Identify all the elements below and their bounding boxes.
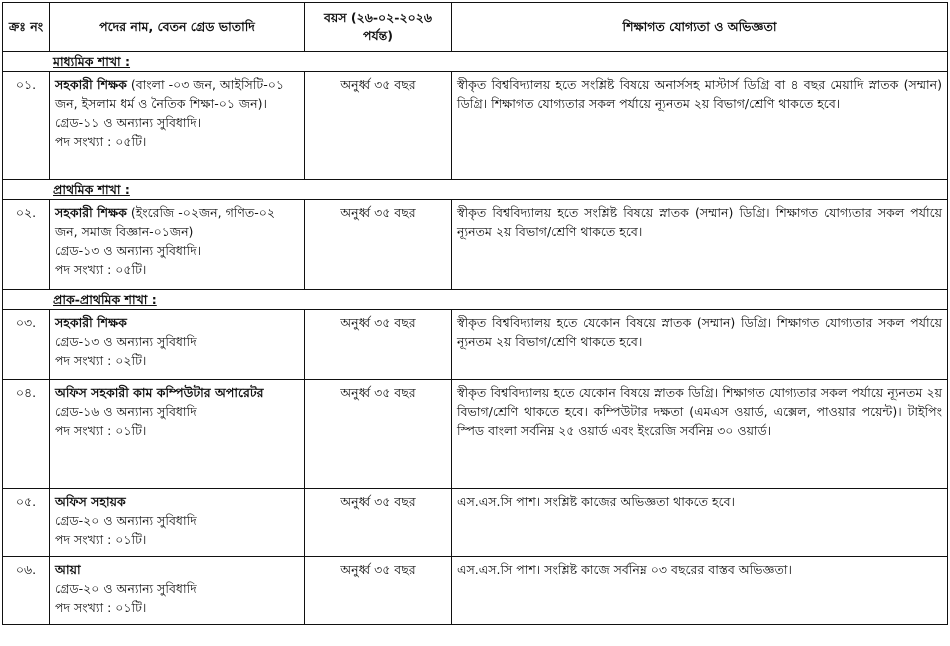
post-count: পদ সংখ্যা : ০১টি। bbox=[55, 532, 147, 547]
qualification-header: শিক্ষাগত যোগ্যতা ও অভিজ্ঞতা bbox=[452, 3, 948, 52]
table-row bbox=[3, 200, 948, 290]
post-title-line bbox=[55, 75, 299, 113]
age-cell: অনুর্ধ্ব ৩৫ বছর bbox=[305, 200, 452, 290]
serial-cell: ০২. bbox=[3, 200, 50, 290]
post-cell bbox=[50, 557, 305, 625]
post-count: পদ সংখ্যা : ০২টি। bbox=[55, 353, 147, 368]
post-grade: গ্রেড-১৩ ও অন্যান্য সুবিধাদি bbox=[55, 334, 197, 349]
post-grade: গ্রেড-১৩ ও অন্যান্য সুবিধাদি। bbox=[55, 243, 202, 258]
post-title: আয়া bbox=[55, 562, 81, 577]
post-title-detail: (ইংরেজি -০২জন, গণিত-০২ জন, সমাজ বিজ্ঞান-০১জন) bbox=[55, 205, 276, 239]
section-row bbox=[3, 180, 948, 200]
qualification-cell: স্বীকৃত বিশ্ববিদ্যালয় হতে সংশ্লিষ্ট বিষয়ে অনার্সসহ মাস্টার্স ডিগ্রি বা ৪ বছর মেয়াদি স্নাতক (সম্মান) ডিগ্রি। শিক্ষাগত যোগ্যতার সকল পর্যায়ে ন্যূনতম ২য় বিভাগ/শ্রেণি থাকতে হবে। bbox=[452, 72, 948, 180]
qualification-cell: এস.এস.সি পাশ। সংশ্লিষ্ট কাজের অভিজ্ঞতা থাকতে হবে। bbox=[452, 489, 948, 557]
post-count: পদ সংখ্যা : ০৫টি। bbox=[55, 262, 147, 277]
post-title-line bbox=[55, 203, 299, 241]
table-row bbox=[3, 72, 948, 180]
section-row bbox=[3, 290, 948, 310]
post-title-detail: (বাংলা -০৩ জন, আইসিটি-০১ জন, ইসলাম ধর্ম ও নৈতিক শিক্ষা-০১ জন)। bbox=[55, 77, 284, 111]
post-title: সহকারী শিক্ষক bbox=[55, 77, 127, 92]
age-cell: অনুর্ধ্ব ৩৫ বছর bbox=[305, 489, 452, 557]
serial-cell: ০৩. bbox=[3, 310, 50, 380]
serial-cell: ০৬. bbox=[3, 557, 50, 625]
post-cell bbox=[50, 310, 305, 380]
post-grade: গ্রেড-১৬ ও অন্যান্য সুবিধাদি bbox=[55, 404, 197, 419]
section-row bbox=[3, 52, 948, 72]
qualification-cell: এস.এস.সি পাশ। সংশ্লিষ্ট কাজে সর্বনিম্ন ০৩ বছরের বাস্তব অভিজ্ঞতা। bbox=[452, 557, 948, 625]
post-cell bbox=[50, 489, 305, 557]
table-row bbox=[3, 557, 948, 625]
qualification-cell: স্বীকৃত বিশ্ববিদ্যালয় হতে যেকোন বিষয়ে স্নাতক ডিগ্রি। শিক্ষাগত যোগ্যতার সকল পর্যায়ে ন্যূনতম ২য় বিভাগ/শ্রেণি থাকতে হবে। কম্পিউটার দক্ষতা (এমএস ওয়ার্ড, এক্সেল, পাওয়ার পয়েন্ট)। টাইপিং স্পিড বাংলা সর্বনিম্ন ২৫ ওয়ার্ড এবং ইংরেজি সর্বনিম্ন ৩০ ওয়ার্ড। bbox=[452, 380, 948, 489]
age-header: বয়স (২৬-০২-২০২৬ পর্যন্ত) bbox=[305, 3, 452, 52]
post-title: অফিস সহায়ক bbox=[55, 494, 126, 509]
post-cell bbox=[50, 380, 305, 489]
table-row bbox=[3, 489, 948, 557]
age-cell: অনুর্ধ্ব ৩৫ বছর bbox=[305, 557, 452, 625]
age-cell: অনুর্ধ্ব ৩৫ বছর bbox=[305, 380, 452, 489]
section-title: প্রাথমিক শাখা : bbox=[3, 180, 948, 200]
age-cell: অনুর্ধ্ব ৩৫ বছর bbox=[305, 310, 452, 380]
vacancy-table bbox=[2, 2, 948, 625]
post-title: সহকারী শিক্ষক bbox=[55, 315, 127, 330]
post-count: পদ সংখ্যা : ০১টি। bbox=[55, 423, 147, 438]
age-cell: অনুর্ধ্ব ৩৫ বছর bbox=[305, 72, 452, 180]
serial-cell: ০১. bbox=[3, 72, 50, 180]
section-title: প্রাক-প্রাথমিক শাখা : bbox=[3, 290, 948, 310]
table-row bbox=[3, 310, 948, 380]
post-grade: গ্রেড-২০ ও অন্যান্য সুবিধাদি bbox=[55, 513, 197, 528]
post-cell bbox=[50, 72, 305, 180]
serial-cell: ০৪. bbox=[3, 380, 50, 489]
table-header-row bbox=[3, 3, 948, 52]
table-row bbox=[3, 380, 948, 489]
post-count: পদ সংখ্যা : ০৫টি। bbox=[55, 134, 147, 149]
qualification-cell: স্বীকৃত বিশ্ববিদ্যালয় হতে যেকোন বিষয়ে স্নাতক (সম্মান) ডিগ্রি। শিক্ষাগত যোগ্যতার সকল পর্যায়ে ন্যূনতম ২য় বিভাগ/শ্রেণি থাকতে হবে। bbox=[452, 310, 948, 380]
post-count: পদ সংখ্যা : ০১টি। bbox=[55, 600, 147, 615]
post-grade: গ্রেড-১১ ও অন্যান্য সুবিধাদি। bbox=[55, 115, 202, 130]
post-header: পদের নাম, বেতন গ্রেড ভাতাদি bbox=[50, 3, 305, 52]
post-title: অফিস সহকারী কাম কম্পিউটার অপারেটর bbox=[55, 385, 264, 400]
qualification-cell: স্বীকৃত বিশ্ববিদ্যালয় হতে সংশ্লিষ্ট বিষয়ে স্নাতক (সম্মান) ডিগ্রি। শিক্ষাগত যোগ্যতার সকল পর্যায়ে ন্যূনতম ২য় বিভাগ/শ্রেণি থাকতে হবে। bbox=[452, 200, 948, 290]
post-grade: গ্রেড-২০ ও অন্যান্য সুবিধাদি bbox=[55, 581, 197, 596]
post-cell bbox=[50, 200, 305, 290]
post-title: সহকারী শিক্ষক bbox=[55, 205, 127, 220]
serial-cell: ০৫. bbox=[3, 489, 50, 557]
serial-header: ক্রঃ নং bbox=[3, 3, 50, 52]
section-title: মাধ্যমিক শাখা : bbox=[3, 52, 948, 72]
